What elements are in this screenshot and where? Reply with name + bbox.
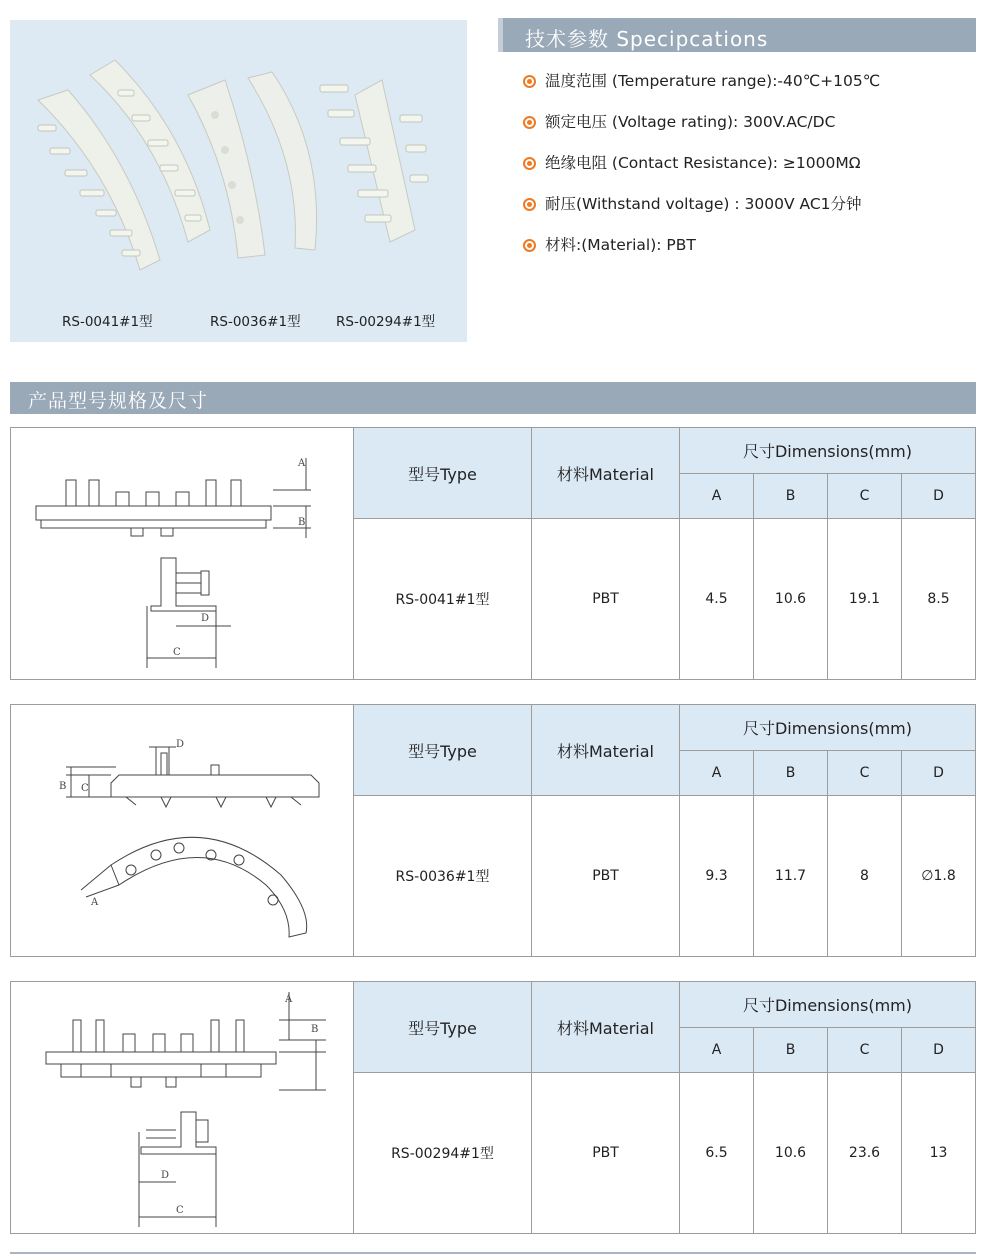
col-header-dimensions: 尺寸Dimensions(mm): [680, 982, 975, 1028]
spec-item: [523, 111, 880, 152]
spec-item: [523, 70, 880, 111]
technical-drawing: [11, 982, 354, 1233]
col-header-a: A: [680, 751, 754, 796]
cell-a: 6.5: [680, 1073, 754, 1233]
col-header-d: D: [902, 1028, 975, 1073]
col-header-d: D: [902, 751, 975, 796]
bullet-icon: [523, 239, 536, 252]
dim-label-b: B: [311, 1024, 319, 1035]
photo-label-rs0041: RS-0041#1型: [62, 314, 153, 330]
dim-label-a: A: [298, 458, 306, 469]
col-header-a: A: [680, 1028, 754, 1073]
bullet-icon: [523, 157, 536, 170]
dim-label-a: A: [91, 897, 99, 908]
spec-item: [523, 152, 880, 193]
photo-label-rs0036: RS-0036#1型: [210, 314, 301, 330]
cell-d: 8.5: [902, 519, 975, 679]
dim-label-a: A: [285, 994, 293, 1005]
cell-b: 10.6: [754, 519, 828, 679]
col-header-type: 型号Type: [354, 705, 532, 796]
bullet-icon: [523, 116, 536, 129]
spec-text: 温度范围 (Temperature range):-40℃+105℃: [545, 72, 881, 90]
col-header-c: C: [828, 751, 902, 796]
dim-label-b: B: [59, 781, 67, 792]
col-header-material: 材料Material: [532, 428, 680, 519]
col-header-type: 型号Type: [354, 982, 532, 1073]
cell-b: 10.6: [754, 1073, 828, 1233]
cell-material: PBT: [532, 1073, 680, 1233]
cell-material: PBT: [532, 519, 680, 679]
cell-c: 8: [828, 796, 902, 956]
cell-d: ∅1.8: [902, 796, 975, 956]
product-photo: [10, 20, 467, 342]
bullet-icon: [523, 75, 536, 88]
dim-label-d: D: [201, 613, 210, 624]
spec-text: 绝缘电阻 (Contact Resistance): ≥1000MΩ: [545, 154, 861, 172]
spec-title: 技术参数 Specipcations: [525, 27, 769, 51]
dim-label-d: D: [176, 739, 185, 750]
col-header-material: 材料Material: [532, 705, 680, 796]
spec-item: [523, 234, 880, 275]
spec-text: 材料:(Material): PBT: [545, 236, 696, 254]
spec-text: 耐压(Withstand voltage) : 3000V AC1分钟: [545, 195, 862, 213]
col-header-d: D: [902, 474, 975, 519]
product-card-rs0041: [10, 427, 976, 680]
cell-c: 19.1: [828, 519, 902, 679]
dim-label-c: C: [81, 783, 89, 794]
col-header-c: C: [828, 1028, 902, 1073]
bullet-icon: [523, 198, 536, 211]
photo-label-rs00294: RS-00294#1型: [336, 314, 436, 330]
cell-a: 4.5: [680, 519, 754, 679]
spec-item: [523, 193, 880, 234]
col-header-material: 材料Material: [532, 982, 680, 1073]
product-card-rs00294: [10, 981, 976, 1234]
cell-material: PBT: [532, 796, 680, 956]
dim-label-c: C: [176, 1205, 184, 1216]
technical-drawing: [11, 428, 354, 679]
technical-drawing: [11, 705, 354, 956]
col-header-b: B: [754, 1028, 828, 1073]
cell-type: RS-0041#1型: [354, 519, 532, 679]
spec-header-bar: [498, 18, 976, 52]
col-header-b: B: [754, 474, 828, 519]
col-header-dimensions: 尺寸Dimensions(mm): [680, 705, 975, 751]
cell-c: 23.6: [828, 1073, 902, 1233]
col-header-type: 型号Type: [354, 428, 532, 519]
col-header-a: A: [680, 474, 754, 519]
spec-text: 额定电压 (Voltage rating): 300V.AC/DC: [545, 113, 836, 131]
cell-d: 13: [902, 1073, 975, 1233]
col-header-c: C: [828, 474, 902, 519]
col-header-b: B: [754, 751, 828, 796]
bottom-divider: [10, 1252, 976, 1254]
cell-type: RS-0036#1型: [354, 796, 532, 956]
dim-label-c: C: [173, 647, 181, 658]
cell-type: RS-00294#1型: [354, 1073, 532, 1233]
cell-a: 9.3: [680, 796, 754, 956]
connector-photo-illustration: [10, 20, 467, 342]
dim-label-b: B: [298, 517, 306, 528]
dim-label-d: D: [161, 1170, 170, 1181]
col-header-dimensions: 尺寸Dimensions(mm): [680, 428, 975, 474]
dimensions-header-bar: [10, 382, 976, 414]
product-card-rs0036: [10, 704, 976, 957]
cell-b: 11.7: [754, 796, 828, 956]
spec-list: [523, 70, 880, 275]
dimensions-title: 产品型号规格及尺寸: [28, 390, 209, 412]
